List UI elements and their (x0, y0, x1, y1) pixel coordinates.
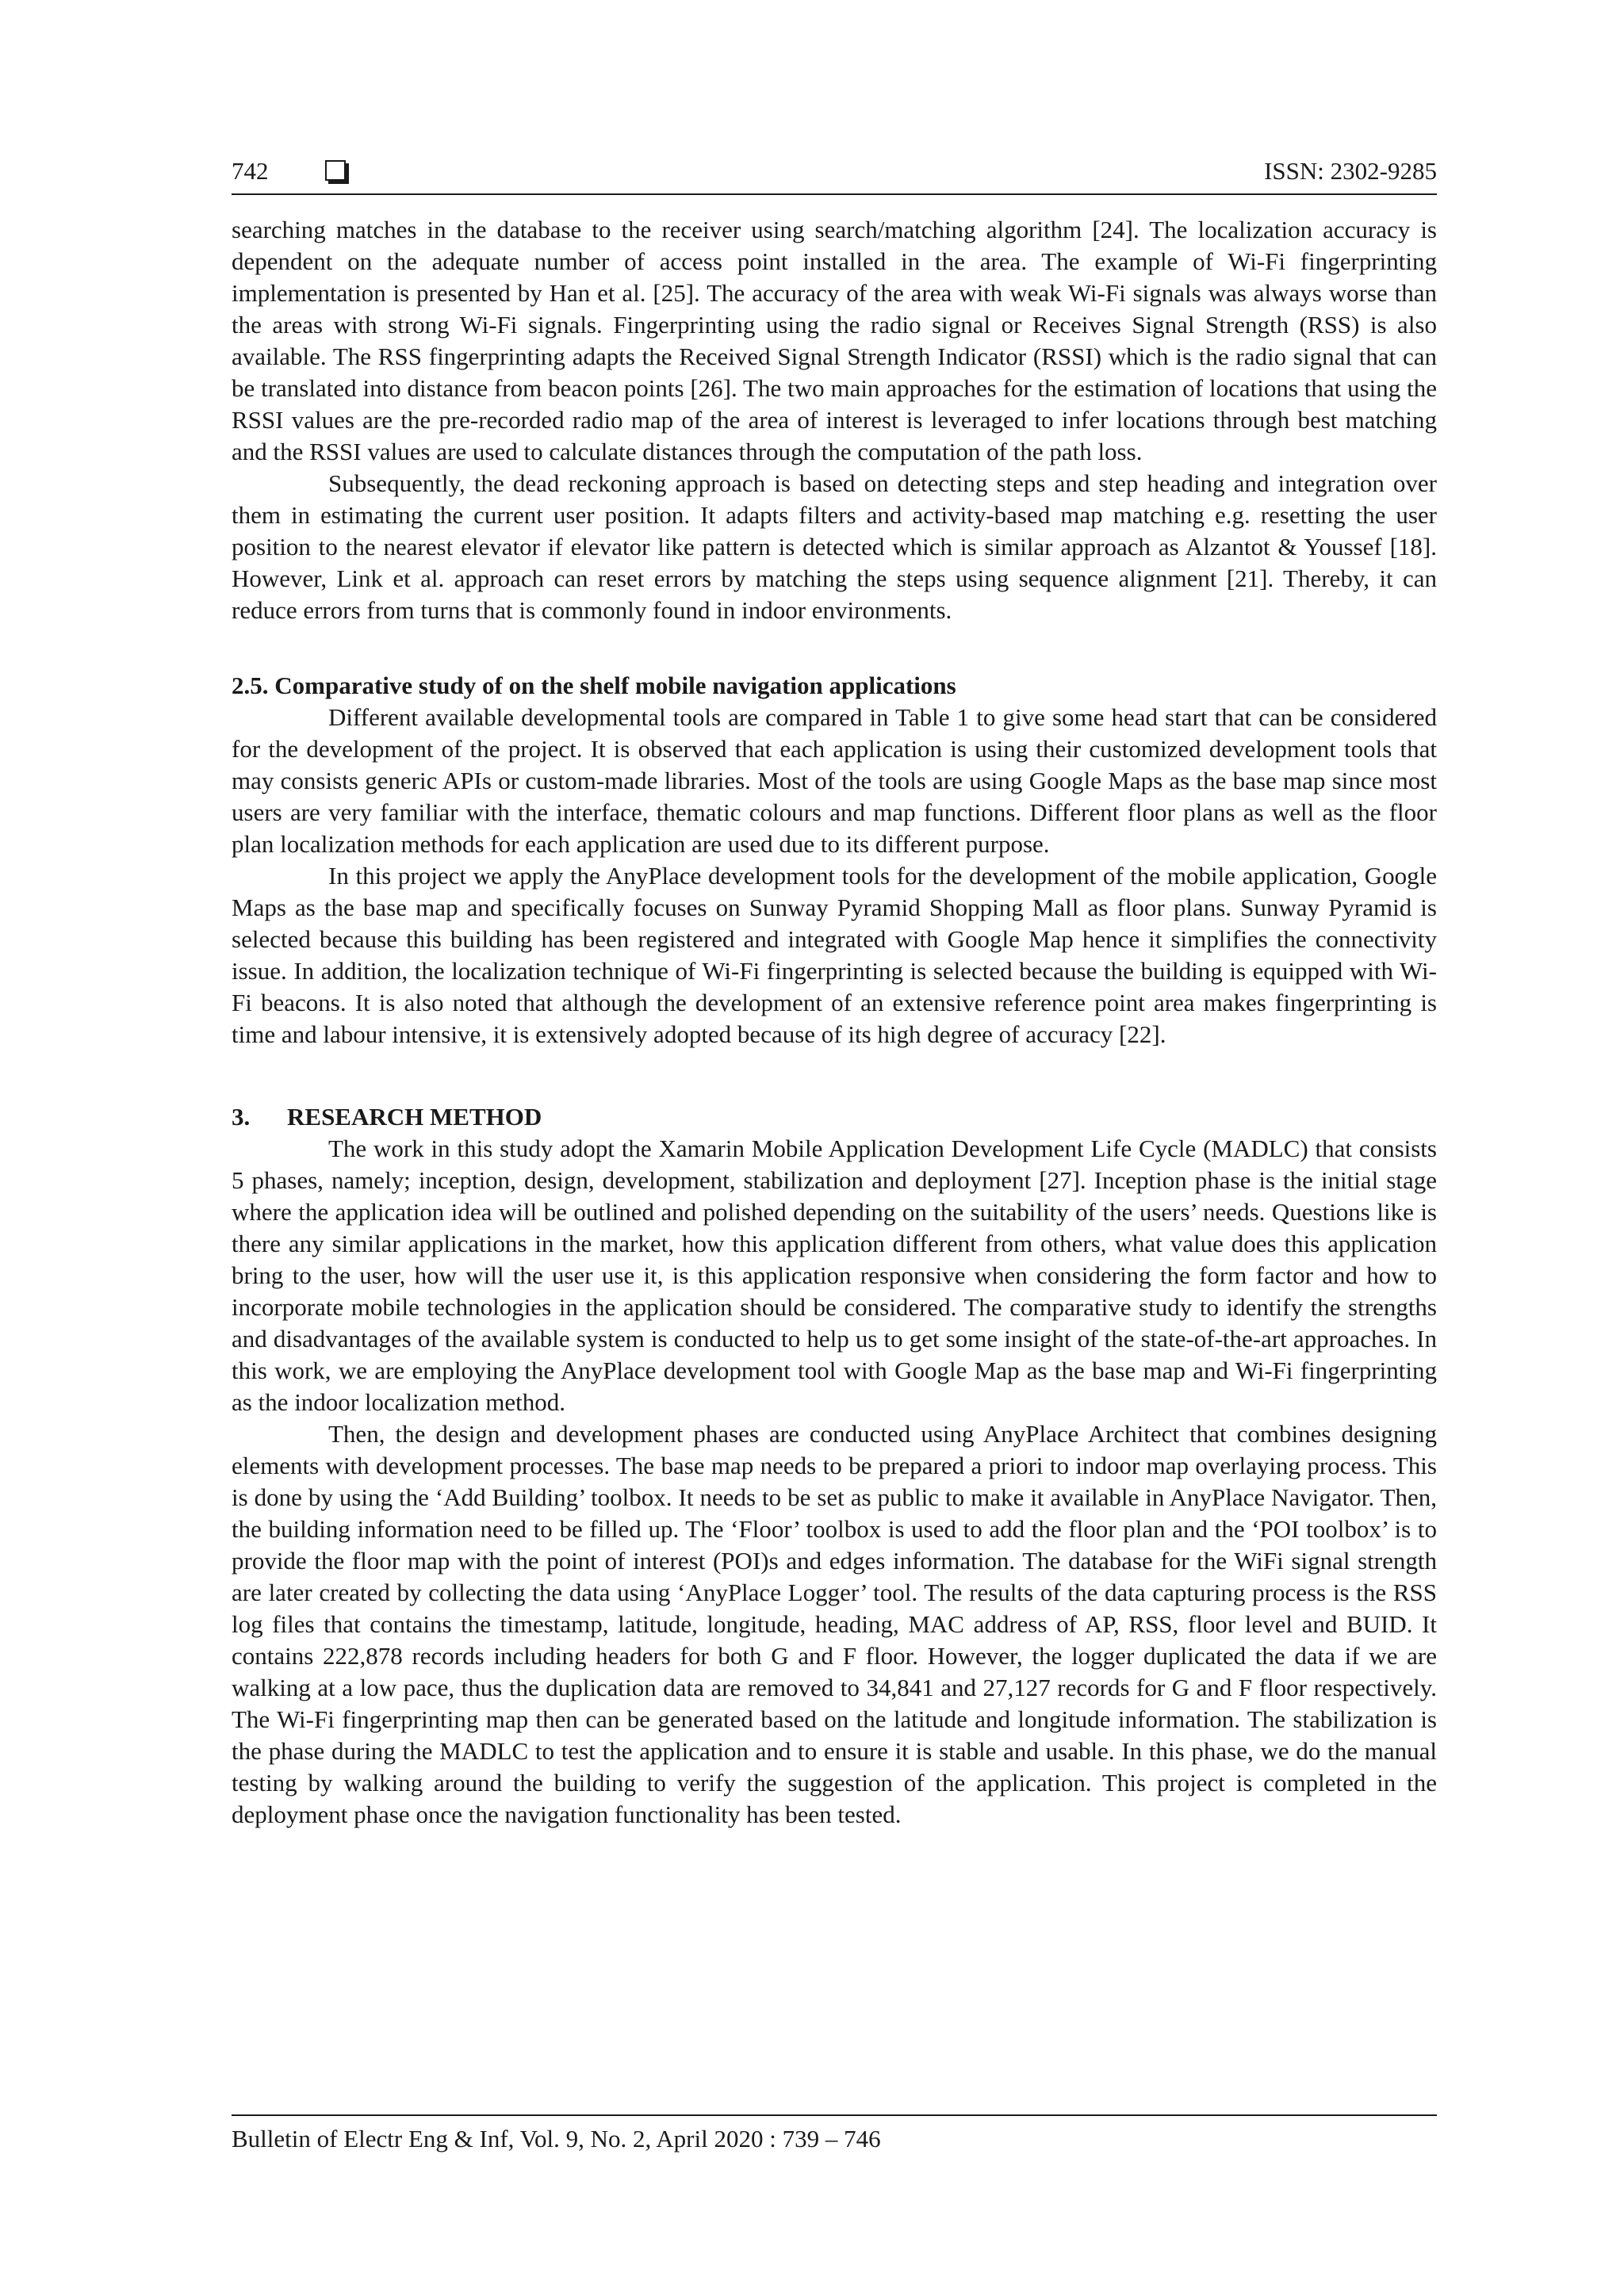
box-icon (325, 160, 346, 181)
article-body (232, 214, 1437, 1831)
paragraph-developmental-tools: Different available developmental tools are compared in Table 1 to give some head start that can be considered for the development of the project. It is observed that each application is using their customized development tools that may consists generic APIs or custom-made libraries. Most of the tools are using Google Maps as the base map since most users are very familiar with the interface, thematic colours and map functions. Different floor plans as well as the floor plan localization methods for each application are used due to its different purpose. (232, 703, 1437, 858)
page-footer: Bulletin of Electr Eng & Inf, Vol. 9, No. 2, April 2020 : 739 – 746 (232, 2125, 881, 2152)
paragraph-design-development: Then, the design and development phases are conducted using AnyPlace Architect that combines designing elements with development processes. The base map needs to be prepared a priori to indoor map overlaying process. This is done by using the ‘Add Building’ toolbox. It needs to be set as public to make it available in AnyPlace Navigator. Then, the building information need to be filled up. The ‘Floor’ toolbox is used to add the floor plan and the ‘POI toolbox’ is to provide the floor map with the point of interest (POI)s and edges information. The database for the WiFi signal strength are later created by collecting the data using ‘AnyPlace Logger’ tool. The results of the data capturing process is the RSS log files that contains the timestamp, latitude, longitude, heading, MAC address of AP, RSS, floor level and BUID. It contains 222,878 records including headers for both G and F floor. However, the logger duplicated the data if we are walking at a low pace, thus the duplication data are removed to 34,841 and 27,127 records for G and F floor respectively. The Wi-Fi fingerprinting map then can be generated based on the latitude and longitude information. The stabilization is the phase during the MADLC to test the application and to ensure it is stable and usable. In this phase, we do the manual testing by walking around the building to verify the suggestion of the application. This project is completed in the deployment phase once the navigation functionality has been tested. (232, 1420, 1437, 1828)
issn: ISSN: 2302-9285 (1264, 157, 1437, 185)
section-number: 3. (232, 1103, 251, 1131)
paragraph-anyplace-project: In this project we apply the AnyPlace development tools for the development of the mobile application, Google Maps as the base map and specifically focuses on Sunway Pyramid Shopping Mall as floor plans. Sunway Pyramid is selected because this building has been registered and integrated with Google Map hence it simplifies the connectivity issue. In addition, the localization technique of Wi-Fi fingerprinting is selected because the building is equipped with Wi-Fi beacons. It is also noted that although the development of an extensive reference point area makes fingerprinting is time and labour intensive, it is extensively adopted because of its high degree of accuracy [22]. (232, 862, 1437, 1048)
footer-rule (232, 2114, 1437, 2116)
paragraph-fingerprinting: searching matches in the database to the receiver using search/matching algorithm [24]. The localization accuracy is dependent on the adequate number of access point installed in the area. The example of Wi-Fi fingerprinting implementation is presented by Han et al. [25]. The accuracy of the area with weak Wi-Fi signals was always worse than the areas with strong Wi-Fi signals. Fingerprinting using the radio signal or Receives Signal Strength (RSS) is also available. The RSS fingerprinting adapts the Received Signal Strength Indicator (RSSI) which is the radio signal that can be translated into distance from beacon points [26]. The two main approaches for the estimation of locations that using the RSSI values are the pre-recorded radio map of the area of interest is leveraged to infer locations through best matching and the RSSI values are used to calculate distances through the computation of the path loss. (232, 216, 1437, 465)
paragraph-madlc: The work in this study adopt the Xamarin Mobile Application Development Life Cycle (MADLC) that consists 5 phases, namely; inception, design, development, stabilization and deployment [27]. Inception phase is the initial stage where the application idea will be outlined and polished depending on the suitability of the users’ needs. Questions like is there any similar applications in the market, how this application different from others, what value does this application bring to the user, how will the user use it, is this application responsive when considering the form factor and how to incorporate mobile technologies in the application should be considered. The comparative study to identify the strengths and disadvantages of the available system is conducted to help us to get some insight of the state-of-the-art approaches. In this work, we are employing the AnyPlace development tool with Google Map as the base map and Wi-Fi fingerprinting as the indoor localization method. (232, 1135, 1437, 1416)
section-title: RESEARCH METHOD (287, 1103, 542, 1131)
section-heading-2-5: 2.5. Comparative study of on the shelf mobile navigation applications (232, 672, 956, 699)
page-number: 742 (232, 157, 269, 185)
header-rule (232, 193, 1437, 195)
page-header (232, 155, 1437, 193)
paragraph-dead-reckoning: Subsequently, the dead reckoning approach is based on detecting steps and step heading and integration over them in estimating the current user position. It adapts filters and activity-based map matching e.g. resetting the user position to the nearest elevator if elevator like pattern is detected which is similar approach as Alzantot & Youssef [18]. However, Link et al. approach can reset errors by matching the steps using sequence alignment [21]. Thereby, it can reduce errors from turns that is commonly found in indoor environments. (232, 469, 1437, 624)
section-heading-3 (232, 1101, 1437, 1133)
